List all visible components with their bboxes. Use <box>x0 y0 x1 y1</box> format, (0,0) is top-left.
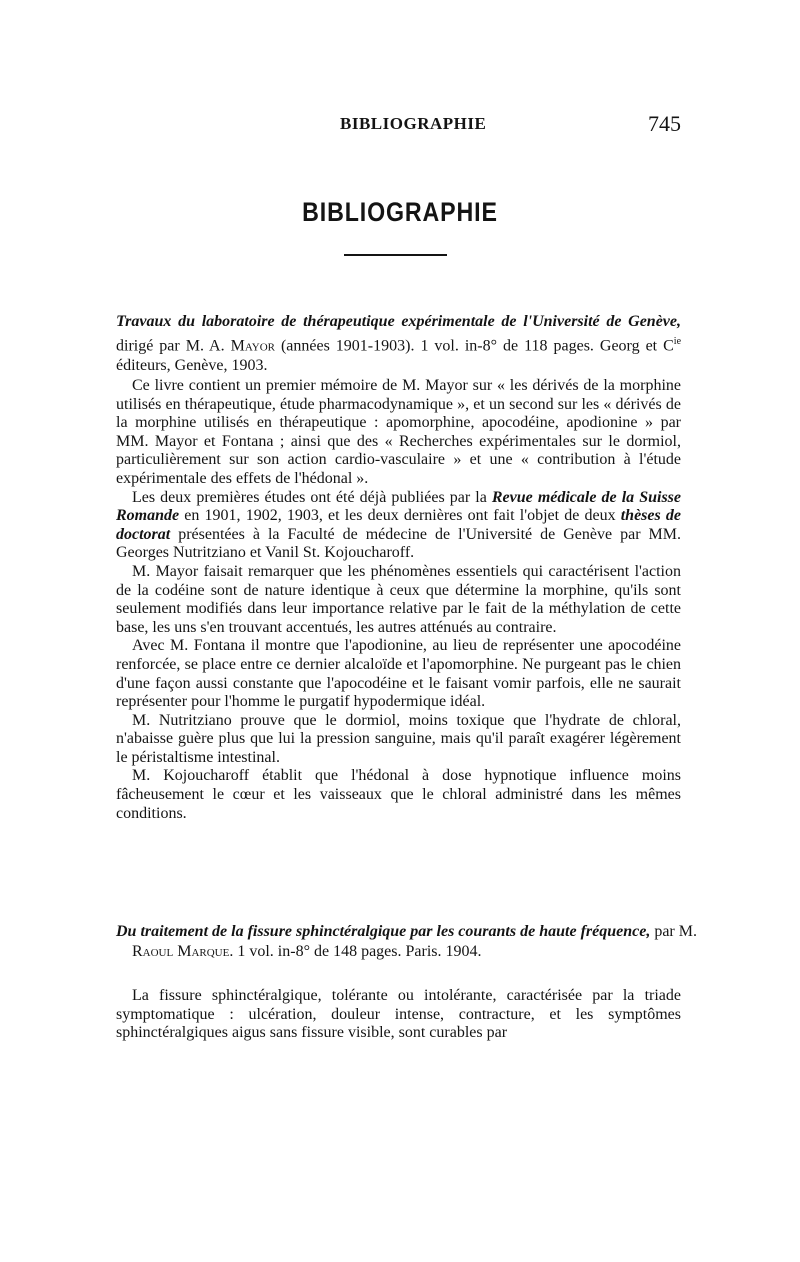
entry-2-author: Raoul Marque <box>132 943 230 960</box>
entry-1-credit-a: dirigé par M. A. <box>116 337 231 355</box>
entry-1-paragraph-4: Avec M. Fontana il montre que l'apodionine, au lieu de représenter une apocodéine renforcée, se place entre ce dernier alcaloïde et l'apomorphine. Ne purgeant pas le chien d'une façon aussi constante que l'apocodéine et le faisant vomir parfois, elle ne saurait représenter pour l'homme le purgatif hypodermique idéal. <box>116 637 681 711</box>
paragraph-text: présentées à la Faculté de médecine de l'Université de Genève par MM. Georges Nutritziano et Vanil St. Kojoucharoff. <box>116 525 681 562</box>
entry-1-paragraph-6: M. Kojoucharoff établit que l'hédonal à dose hypnotique influence moins fâcheusement le cœur et les vaisseaux que le chloral administré dans les mêmes conditions. <box>116 767 681 822</box>
entry-1-paragraph-5: M. Nutritziano prouve que le dormiol, moins toxique que l'hydrate de chloral, n'abaisse guère plus que lui la pression sanguine, mais qu'il paraît exagérer légèrement le péristaltisme intestinal. <box>116 711 681 766</box>
paragraph-text: Les deux premières études ont été déjà publiées par la <box>132 488 492 506</box>
entry-1-credit-sup: ie <box>673 336 682 347</box>
section-title: BIBLIOGRAPHIE <box>302 197 498 227</box>
entry-1-body <box>116 377 681 823</box>
entry-1-paragraph-2 <box>116 489 681 563</box>
entry-2-heading <box>116 922 697 962</box>
entry-1-title: Travaux du laboratoire de thérapeutique expérimentale de l'Université de Genève, <box>116 313 681 330</box>
journal-title: Revue médicale de la Suisse Romande <box>116 488 682 525</box>
entry-2-title: Du traitement de la fissure sphinctéralgique par les courants de haute fréquence, <box>116 923 651 940</box>
page-number: 745 <box>648 111 681 136</box>
entry-1-paragraph-3: M. Mayor faisait remarquer que les phénomènes essentiels qui caractérisent l'action de la codéine sont de nature identique à ceux que détermine la morphine, qu'ils sont seulement modifiés dans leur importance relative par le fait de la méthylation de cette base, les uns s'en trouvant accentués, les autres atténués au contraire. <box>116 562 681 636</box>
entry-1-credit-c: éditeurs, Genève, 1903. <box>116 357 268 375</box>
entry-1-author: Mayor <box>230 337 275 355</box>
title-rule <box>344 254 447 256</box>
entry-1-heading <box>116 312 681 376</box>
entry-2-credit-a: par M. <box>650 923 697 940</box>
entry-2-body <box>116 987 681 1043</box>
entry-2-credit-b: . 1 vol. in-8° de 148 pages. Paris. 1904. <box>229 943 482 960</box>
entry-1-credit-b: (années 1901-1903). 1 vol. in-8° de 118 pages. Georg et C <box>274 337 674 355</box>
paragraph-text: en 1901, 1902, 1903, et les deux dernières ont fait l'objet de deux <box>179 507 621 525</box>
theses-title: thèses de doctorat <box>116 507 681 543</box>
entry-1-paragraph-1: Ce livre contient un premier mémoire de M. Mayor sur « les dérivés de la morphine utilisés en thérapeutique, étude pharmacodynamique », et un second sur les « dérivés de la morphine utilisés en thérapeutique : apomorphine, apocodéine, apodionine » par MM. Mayor et Fontana ; ainsi que des « Recherches expérimentales sur le dormiol, particulièrement sur son action cardio-vasculaire » et une « contribution à l'étude expérimentale des effets de l'hédonal ». <box>116 377 681 487</box>
entry-2-paragraph-1: La fissure sphinctéralgique, tolérante ou intolérante, caractérisée par la triade symptomatique : ulcération, douleur intense, contracture, et les symptômes sphinctéralgiques aigus sans fissure visible, sont curables par <box>116 987 681 1042</box>
running-head: BIBLIOGRAPHIE <box>340 114 487 133</box>
